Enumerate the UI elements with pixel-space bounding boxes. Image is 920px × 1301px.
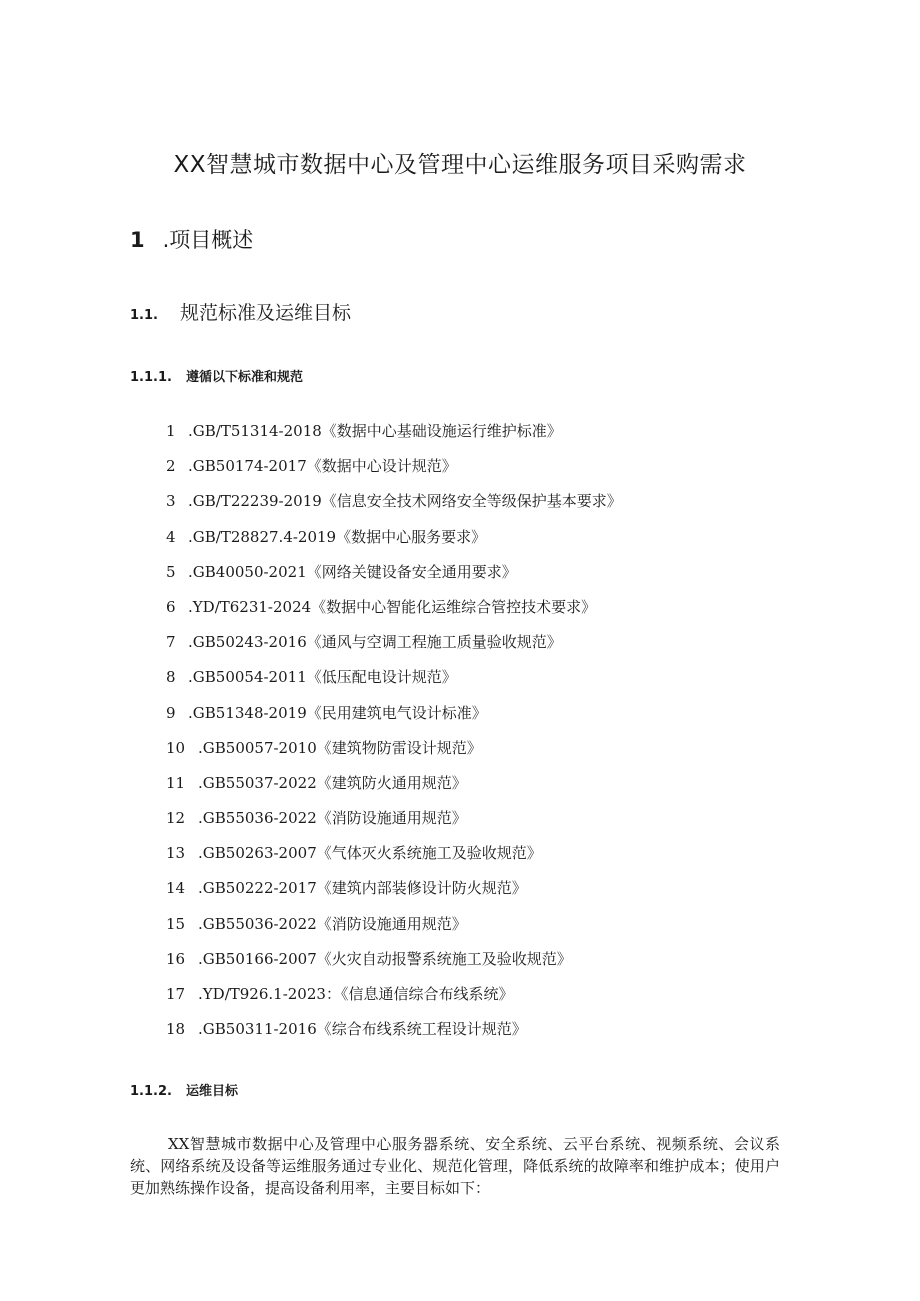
list-item xyxy=(166,982,622,1017)
section-1-1-heading xyxy=(130,298,351,325)
list-item xyxy=(166,419,622,454)
list-item-text: .YD/T6231-2024《数据中心智能化运维综合管控技术要求》 xyxy=(188,597,597,616)
list-item xyxy=(166,560,622,595)
list-item-number: 8 xyxy=(166,668,176,687)
list-item-number: 14 xyxy=(166,879,186,898)
list-item-number: 3 xyxy=(166,492,176,511)
section-number: 1.1. xyxy=(130,308,158,323)
section-number: 1.1.1. xyxy=(130,370,172,385)
list-item xyxy=(166,665,622,700)
list-item xyxy=(166,525,622,560)
list-item-text: .GB50057-2010《建筑物防雷设计规范》 xyxy=(198,738,482,757)
list-item-text: .GB50263-2007《气体灭火系统施工及验收规范》 xyxy=(198,844,542,863)
standards-list xyxy=(166,419,622,1052)
list-item-number: 1 xyxy=(166,422,176,440)
list-item-number: 16 xyxy=(166,949,186,968)
list-item xyxy=(166,1017,622,1052)
list-item-number: 17 xyxy=(166,985,186,1003)
list-item xyxy=(166,701,622,736)
list-item xyxy=(166,841,622,876)
list-item-text: .GB50054-2011《低压配电设计规范》 xyxy=(188,668,457,687)
section-number: 1.1.2. xyxy=(130,1084,172,1099)
list-item-number: 5 xyxy=(166,562,176,581)
list-item-text: .GB50311-2016《综合布线系统工程设计规范》 xyxy=(198,1020,527,1039)
list-item-number: 9 xyxy=(166,703,176,722)
list-item-number: 11 xyxy=(166,773,186,792)
list-item-text: .GB/T51314-2018《数据中心基础设施运行维护标准》 xyxy=(188,422,562,440)
list-item xyxy=(166,489,622,524)
section-title: 规范标准及运维目标 xyxy=(180,302,352,324)
list-item xyxy=(166,912,622,947)
list-item-number: 6 xyxy=(166,597,176,616)
list-item-text: .YD/T926.1-2023：《信息通信综合布线系统》 xyxy=(198,985,514,1003)
list-item-text: .GB51348-2019《民用建筑电气设计标准》 xyxy=(188,703,487,722)
section-1-heading xyxy=(130,224,253,254)
list-item-number: 7 xyxy=(166,633,176,652)
list-item-number: 13 xyxy=(166,844,186,863)
list-item xyxy=(166,771,622,806)
list-item xyxy=(166,736,622,771)
list-item-number: 15 xyxy=(166,914,186,933)
section-title: 遵循以下标准和规范 xyxy=(186,370,304,385)
section-1-1-1-heading xyxy=(130,366,303,385)
list-item-text: .GB55037-2022《建筑防火通用规范》 xyxy=(198,773,467,792)
list-item-text: .GB50222-2017《建筑内部装修设计防火规范》 xyxy=(198,879,527,898)
list-item-text: .GB/T22239-2019《信息安全技术网络安全等级保护基本要求》 xyxy=(188,492,622,511)
list-item xyxy=(166,595,622,630)
section-title: .项目概述 xyxy=(162,228,254,252)
list-item xyxy=(166,806,622,841)
list-item-text: .GB40050-2021《网络关键设备安全通用要求》 xyxy=(188,562,517,581)
list-item-number: 10 xyxy=(166,738,186,757)
list-item-text: .GB/T28827.4-2019《数据中心服务要求》 xyxy=(188,527,487,546)
section-1-1-2-heading xyxy=(130,1080,238,1099)
list-item xyxy=(166,454,622,489)
section-number: 1 xyxy=(130,228,145,252)
list-item-number: 4 xyxy=(166,527,176,546)
list-item-text: .GB55036-2022《消防设施通用规范》 xyxy=(198,809,467,828)
list-item-text: .GB55036-2022《消防设施通用规范》 xyxy=(198,914,467,933)
list-item-number: 18 xyxy=(166,1020,186,1039)
list-item-number: 2 xyxy=(166,457,176,476)
list-item-text: .GB50166-2007《火灾自动报警系统施工及验收规范》 xyxy=(198,949,572,968)
list-item xyxy=(166,630,622,665)
list-item xyxy=(166,876,622,911)
section-title: 运维目标 xyxy=(186,1084,239,1099)
list-item-text: .GB50174-2017《数据中心设计规范》 xyxy=(188,457,457,476)
body-paragraph: XX智慧城市数据中心及管理中心服务器系统、安全系统、云平台系统、视频系统、会议系统、网络系统及设备等运维服务通过专业化、规范化管理，降低系统的故障率和维护成本；使用户更加熟练操作设备，提高设备利用率，主要目标如下： xyxy=(130,1135,780,1197)
list-item-text: .GB50243-2016《通风与空调工程施工质量验收规范》 xyxy=(188,633,562,652)
list-item xyxy=(166,947,622,982)
document-title: XX智慧城市数据中心及管理中心运维服务项目采购需求 xyxy=(173,152,747,178)
list-item-number: 12 xyxy=(166,809,186,828)
